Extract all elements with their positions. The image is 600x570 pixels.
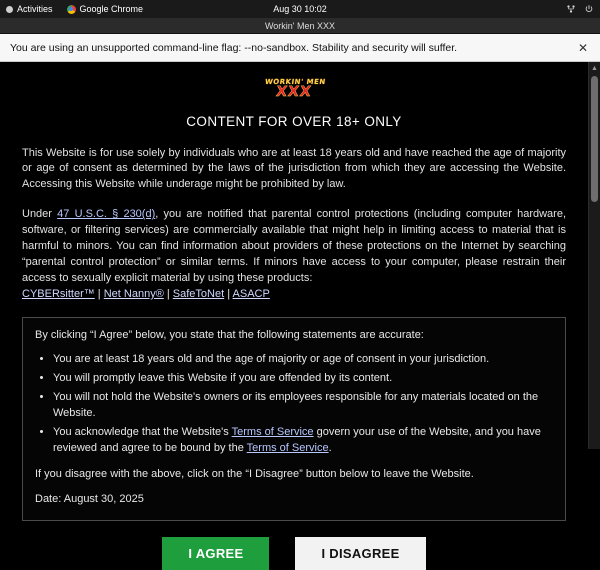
close-icon[interactable]: ✕	[577, 40, 589, 55]
filter-link-safetonet[interactable]: SafeToNet	[172, 288, 225, 300]
activities-dot-icon	[6, 6, 13, 13]
activities-button[interactable]	[6, 4, 53, 14]
sep-1: |	[94, 288, 104, 300]
terms-of-service-link-1[interactable]: Terms of Service	[231, 425, 314, 438]
agreement-intro: By clicking “I Agree” below, you state that the following statements are accurate:	[35, 328, 424, 341]
scroll-up-icon[interactable]: ▲	[591, 64, 598, 72]
disagree-button[interactable]: I DISAGREE	[295, 537, 425, 570]
bullet-4-pre: You acknowledge that the Website's	[53, 425, 232, 438]
filter-link-netnanny[interactable]: Net Nanny®	[103, 288, 164, 300]
top-bar-left	[6, 4, 143, 14]
chrome-icon	[67, 5, 76, 14]
power-icon	[584, 4, 594, 14]
clock-label: Aug 30 10:02	[273, 4, 327, 14]
site-logo	[22, 78, 566, 102]
page-scrollbar[interactable]	[588, 62, 600, 449]
terms-of-service-link-2[interactable]: Terms of Service	[246, 441, 329, 454]
list-item: • You are at least 18 years old and the age of majority or age of consent in your jurisdiction.	[53, 352, 553, 368]
age-verification-page	[0, 62, 588, 562]
bullet-4-post: .	[328, 441, 332, 454]
app-indicator-label: Google Chrome	[79, 4, 144, 14]
infobar-message: You are using an unsupported command-line flag: --no-sandbox. Stability and security will suffer.	[10, 41, 458, 54]
filter-link-asacp[interactable]: ASACP	[232, 288, 270, 300]
activities-label: Activities	[17, 4, 53, 14]
parental-controls-paragraph	[22, 207, 566, 303]
logo-top-text: WORKIN' MEN	[264, 78, 326, 86]
agreement-date: Date: August 30, 2025	[35, 493, 144, 506]
network-icon	[566, 4, 576, 14]
disagree-instruction: If you disagree with the above, click on the “I Disagree” button below to leave the Website.	[35, 467, 474, 480]
agree-button[interactable]: I AGREE	[162, 537, 269, 570]
bullet-4-mid: govern your use of the Website, and you have reviewed and agree to be bound by the	[53, 425, 541, 454]
list-item: • You will not hold the Website's owners or its employees responsible for any materials located on the Website.	[53, 390, 553, 422]
age-statement-paragraph: This Website is for use solely by individuals who are at least 18 years old and have reached the age of majority or age of consent as determined by the laws of the jurisdiction from which they are accessing the Website. Accessing this Website while underage might be prohibited by law.	[22, 146, 566, 191]
app-indicator-chrome[interactable]	[67, 4, 144, 14]
statute-link[interactable]: 47 U.S.C. § 230(d)	[57, 208, 156, 221]
filter-link-cybersitter[interactable]: CYBERsitter™	[22, 288, 95, 300]
list-item: • You will promptly leave this Website if you are offended by its content.	[53, 371, 553, 387]
agreement-box	[22, 317, 566, 521]
paragraph-2-pre: Under	[22, 208, 58, 221]
page-title: CONTENT FOR OVER 18+ ONLY	[186, 113, 402, 129]
list-item	[53, 425, 553, 457]
scrollbar-thumb[interactable]	[591, 76, 598, 202]
sep-2: |	[163, 288, 173, 300]
top-bar-right[interactable]	[566, 4, 594, 14]
system-top-bar	[0, 0, 600, 18]
paragraph-2-post: , you are notified that parental control protections (including computer hardware, software, or filtering services) are commercially available that might help in limiting access to material that is harmful to minors. You can find information about providers of these protections on the Internet by searching “parental control protection” or similar terms. If minors have access to your computer, please restrain their access to sexually explicit material by using these products:	[22, 208, 566, 285]
agreement-bullet-list	[35, 352, 553, 457]
sep-3: |	[224, 288, 233, 300]
logo-bottom-text: XXX	[274, 84, 313, 100]
page-viewport	[0, 62, 600, 562]
window-title: Workin' Men XXX	[264, 20, 336, 31]
unsupported-flag-infobar	[0, 34, 600, 62]
action-button-row	[22, 537, 566, 570]
browser-title-bar	[0, 18, 600, 34]
